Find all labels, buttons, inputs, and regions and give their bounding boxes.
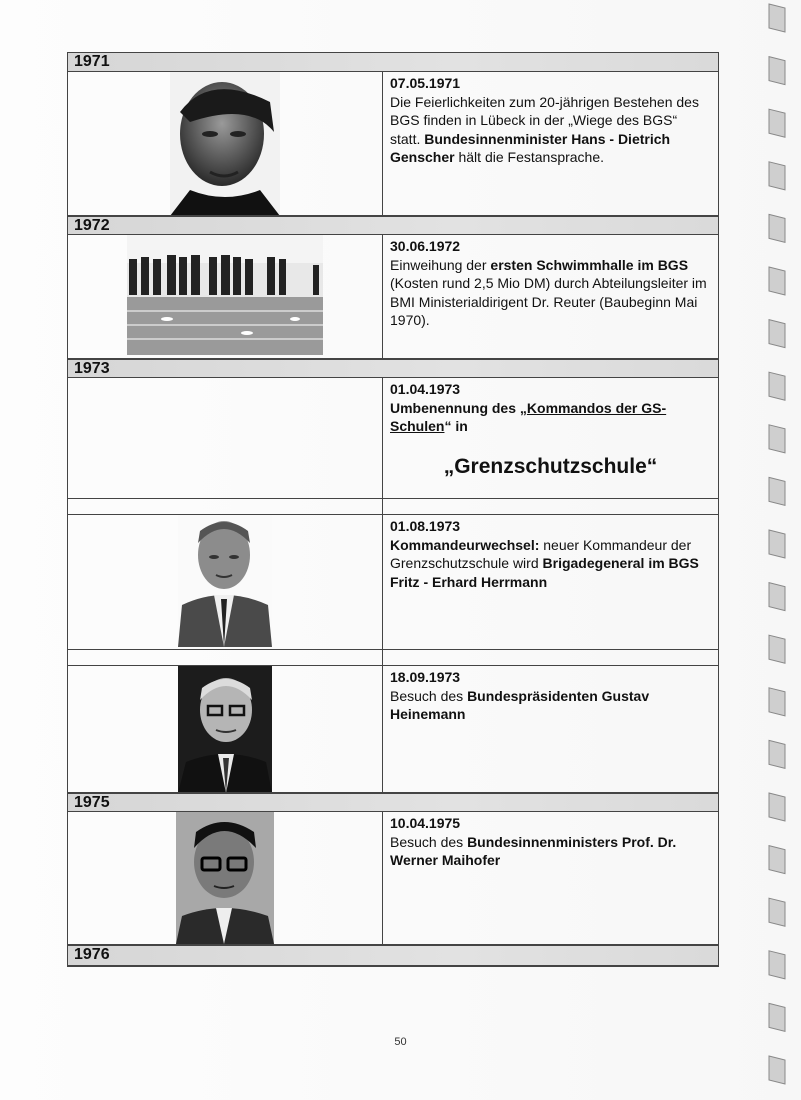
binding-coil — [769, 214, 785, 242]
photo-cell — [68, 666, 383, 792]
swimming-hall-photo — [127, 235, 323, 355]
entry-text: Besuch des — [390, 833, 468, 850]
entry-description — [390, 93, 711, 167]
empty-cell — [68, 499, 383, 514]
binding-coil — [769, 530, 785, 558]
binding-coil — [769, 267, 785, 295]
entry-text: neuer Kommandeur der Grenzschutzschule wird — [390, 536, 692, 571]
empty-cell — [383, 650, 718, 665]
binding-coil — [769, 57, 785, 85]
entry-text-cell — [383, 812, 718, 944]
spacer-row — [68, 499, 718, 515]
portrait-genscher-photo — [170, 72, 280, 215]
year-header-1975: 1975 — [68, 793, 718, 812]
photo-cell — [68, 515, 383, 649]
photo-cell — [68, 812, 383, 944]
binding-coil — [769, 1003, 785, 1031]
entry-description — [390, 833, 711, 870]
binding-coil — [769, 1056, 785, 1084]
spacer-row — [68, 650, 718, 666]
empty-photo-cell — [68, 378, 383, 498]
portrait-herrmann-photo — [178, 515, 272, 647]
entry-text-cell — [383, 378, 718, 498]
binding-coil — [769, 740, 785, 768]
entry-bold-text: Kommandeurwechsel: — [390, 536, 540, 553]
entry-row-1972 — [68, 235, 718, 359]
binding-coil — [769, 688, 785, 716]
entry-text: Einweihung der — [390, 256, 491, 273]
entry-bold-text: Bundesinnenministers Prof. Dr. Werner Maihofer — [390, 833, 677, 868]
entry-description — [390, 536, 711, 592]
entry-text: hält die Festansprache. — [454, 149, 605, 165]
page-number: 50 — [394, 1036, 407, 1048]
year-header-1971: 1971 — [68, 53, 718, 72]
binding-coil — [769, 162, 785, 190]
photo-cell — [68, 235, 383, 358]
binding-coil — [769, 846, 785, 874]
binding-coil — [769, 898, 785, 926]
entry-row-1973-b — [68, 515, 718, 650]
entry-date: 01.04.1973 — [390, 381, 461, 397]
binding-coil — [769, 793, 785, 821]
entry-bold-text: Bundesinnenminister Hans - Dietrich Genscher — [390, 130, 671, 165]
entry-row-1975 — [68, 812, 718, 945]
entry-date: 18.09.1973 — [390, 669, 461, 685]
binding-coil — [769, 951, 785, 979]
chronicle-table — [67, 52, 719, 967]
empty-cell — [68, 650, 383, 665]
year-header-1973: 1973 — [68, 359, 718, 378]
entry-underlined-text: Kommandos der GS-Schulen — [390, 399, 667, 434]
entry-text: Die Feierlichkeiten zum 20-jährigen Bestehen des BGS finden in Lübeck in der „Wiege des BGS“ statt. — [390, 93, 699, 147]
entry-text-cell — [383, 72, 718, 215]
year-header-1972: 1972 — [68, 216, 718, 235]
entry-bold-text: Brigadegeneral im BGS Fritz - Erhard Herrmann — [390, 555, 699, 590]
entry-row-1973-c — [68, 666, 718, 793]
entry-date: 01.08.1973 — [390, 518, 461, 534]
entry-text: (Kosten rund 2,5 Mio DM) durch Abteilungsleiter im BMI Ministerialdirigent Dr. Reuter (Baubeginn Mai 1970). — [390, 275, 707, 328]
entry-bold-text: “ in — [444, 418, 468, 434]
binding-coil — [769, 109, 785, 137]
entry-bold-text: Umbenennung des „ — [390, 399, 527, 416]
entry-date: 10.04.1975 — [390, 815, 461, 831]
entry-row-1973-a — [68, 378, 718, 499]
entry-description — [390, 399, 711, 436]
entry-text-cell — [383, 515, 718, 649]
portrait-maihofer-photo — [176, 812, 274, 944]
entry-text: Besuch des — [390, 687, 468, 704]
photo-cell — [68, 72, 383, 215]
binding-coil — [769, 583, 785, 611]
binding-coil — [769, 635, 785, 663]
entry-row-1971 — [68, 72, 718, 216]
portrait-heinemann-photo — [178, 666, 272, 792]
empty-cell — [383, 499, 718, 514]
binding-coil — [769, 4, 785, 32]
binding-coil — [769, 425, 785, 453]
spiral-binding-decoration — [755, 0, 801, 1100]
entry-bold-text: Bundespräsidenten Gustav Heinemann — [390, 687, 650, 722]
binding-coil — [769, 372, 785, 400]
entry-text-cell — [383, 235, 718, 358]
entry-headline: „Grenzschutzschule“ — [443, 454, 658, 478]
entry-date: 07.05.1971 — [390, 75, 461, 91]
binding-coil — [769, 320, 785, 348]
entry-date: 30.06.1972 — [390, 238, 461, 254]
entry-text-cell — [383, 666, 718, 792]
entry-bold-text: ersten Schwimmhalle im BGS — [490, 256, 689, 273]
entry-description — [390, 256, 711, 330]
entry-description — [390, 687, 711, 724]
year-header-1976: 1976 — [68, 945, 718, 966]
binding-coil — [769, 477, 785, 505]
